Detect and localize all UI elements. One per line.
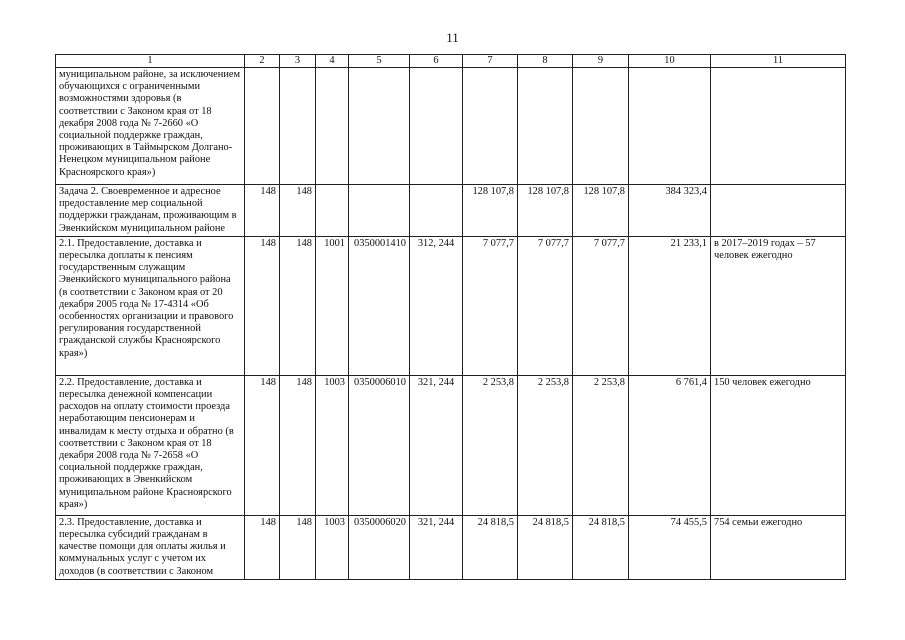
table-row	[56, 68, 846, 185]
cell-col-3: 148	[280, 515, 316, 579]
cell-col-5: 0350006020	[349, 515, 410, 579]
cell-col-3: 148	[280, 375, 316, 515]
cell-col-3: 148	[280, 236, 316, 375]
header-row	[56, 55, 846, 68]
cell-col-8: 7 077,7	[518, 236, 573, 375]
cell-col-10: 74 455,5	[629, 515, 711, 579]
cell-col-11: 150 человек ежегодно	[711, 375, 846, 515]
cell-col-6: 312, 244	[410, 236, 463, 375]
cell-col-8: 2 253,8	[518, 375, 573, 515]
cell-col-5	[349, 68, 410, 185]
col-header-11: 11	[711, 55, 846, 68]
cell-col-9: 128 107,8	[573, 185, 629, 237]
col-header-5: 5	[349, 55, 410, 68]
cell-col-8: 128 107,8	[518, 185, 573, 237]
cell-col-2: 148	[245, 375, 280, 515]
cell-description: 2.2. Предоставление, доставка и пересылка денежной компенсации расходов на оплату стоимости проезда неработающим пенсионерам и инвалидам к месту отдыха и обратно (в соответствии с Законом края от 18 декабря 2008 года № 7-2658 «О социальной поддержке граждан, проживающих в Эвенкийском муниципальном районе Красноярского края»)	[56, 375, 245, 515]
col-header-10: 10	[629, 55, 711, 68]
cell-col-7: 128 107,8	[463, 185, 518, 237]
cell-col-4: 1003	[316, 515, 349, 579]
cell-col-2	[245, 68, 280, 185]
cell-col-10: 21 233,1	[629, 236, 711, 375]
cell-col-5	[349, 185, 410, 237]
table-row	[56, 236, 846, 375]
cell-col-2: 148	[245, 236, 280, 375]
cell-col-11: 754 семьи ежегодно	[711, 515, 846, 579]
col-header-4: 4	[316, 55, 349, 68]
cell-col-2: 148	[245, 185, 280, 237]
cell-col-7: 7 077,7	[463, 236, 518, 375]
cell-col-6: 321, 244	[410, 515, 463, 579]
cell-col-6	[410, 68, 463, 185]
cell-col-7	[463, 68, 518, 185]
cell-col-10	[629, 68, 711, 185]
cell-description: 2.1. Предоставление, доставка и пересылка доплаты к пенсиям государственным служащим Эвенкийского муниципального района (в соответствии с Законом края от 20 декабря 2005 года № 17-4314 «Об особенностях организации и правового регулирования государственной гражданской службы Красноярского края»)	[56, 236, 245, 375]
cell-col-6: 321, 244	[410, 375, 463, 515]
table-row	[56, 515, 846, 579]
cell-col-11	[711, 68, 846, 185]
budget-table	[55, 54, 846, 580]
cell-description: 2.3. Предоставление, доставка и пересылка субсидий гражданам в качестве помощи для оплаты жилья и коммунальных услуг с учетом их доходов (в соответствии с Законом	[56, 515, 245, 579]
cell-col-4	[316, 185, 349, 237]
cell-col-3	[280, 68, 316, 185]
page-number: 11	[446, 30, 459, 45]
cell-col-10: 6 761,4	[629, 375, 711, 515]
cell-col-3: 148	[280, 185, 316, 237]
cell-col-8	[518, 68, 573, 185]
cell-col-11: в 2017–2019 годах – 57 человек ежегодно	[711, 236, 846, 375]
cell-col-9: 2 253,8	[573, 375, 629, 515]
cell-col-9: 7 077,7	[573, 236, 629, 375]
col-header-8: 8	[518, 55, 573, 68]
cell-col-5: 0350006010	[349, 375, 410, 515]
col-header-1: 1	[56, 55, 245, 68]
col-header-6: 6	[410, 55, 463, 68]
cell-col-4: 1003	[316, 375, 349, 515]
table-row	[56, 375, 846, 515]
cell-col-11	[711, 185, 846, 237]
cell-col-9: 24 818,5	[573, 515, 629, 579]
col-header-9: 9	[573, 55, 629, 68]
cell-col-8: 24 818,5	[518, 515, 573, 579]
cell-description: муниципальном районе, за исключением обучающихся с ограниченными возможностями здоровья (в соответствии с Законом края от 18 декабря 2008 года № 7-2660 «О социальной поддержке граждан, проживающих в Таймырском Долгано-Ненецком муниципальном районе Красноярского края»)	[56, 68, 245, 185]
col-header-7: 7	[463, 55, 518, 68]
cell-col-9	[573, 68, 629, 185]
cell-col-5: 0350001410	[349, 236, 410, 375]
cell-col-10: 384 323,4	[629, 185, 711, 237]
cell-col-4	[316, 68, 349, 185]
cell-col-7: 2 253,8	[463, 375, 518, 515]
cell-description: Задача 2. Своевременное и адресное предоставление мер социальной поддержки гражданам, проживающим в Эвенкийском муниципальном районе	[56, 185, 245, 237]
cell-col-2: 148	[245, 515, 280, 579]
cell-col-6	[410, 185, 463, 237]
cell-col-4: 1001	[316, 236, 349, 375]
table-row	[56, 185, 846, 237]
col-header-2: 2	[245, 55, 280, 68]
col-header-3: 3	[280, 55, 316, 68]
cell-col-7: 24 818,5	[463, 515, 518, 579]
